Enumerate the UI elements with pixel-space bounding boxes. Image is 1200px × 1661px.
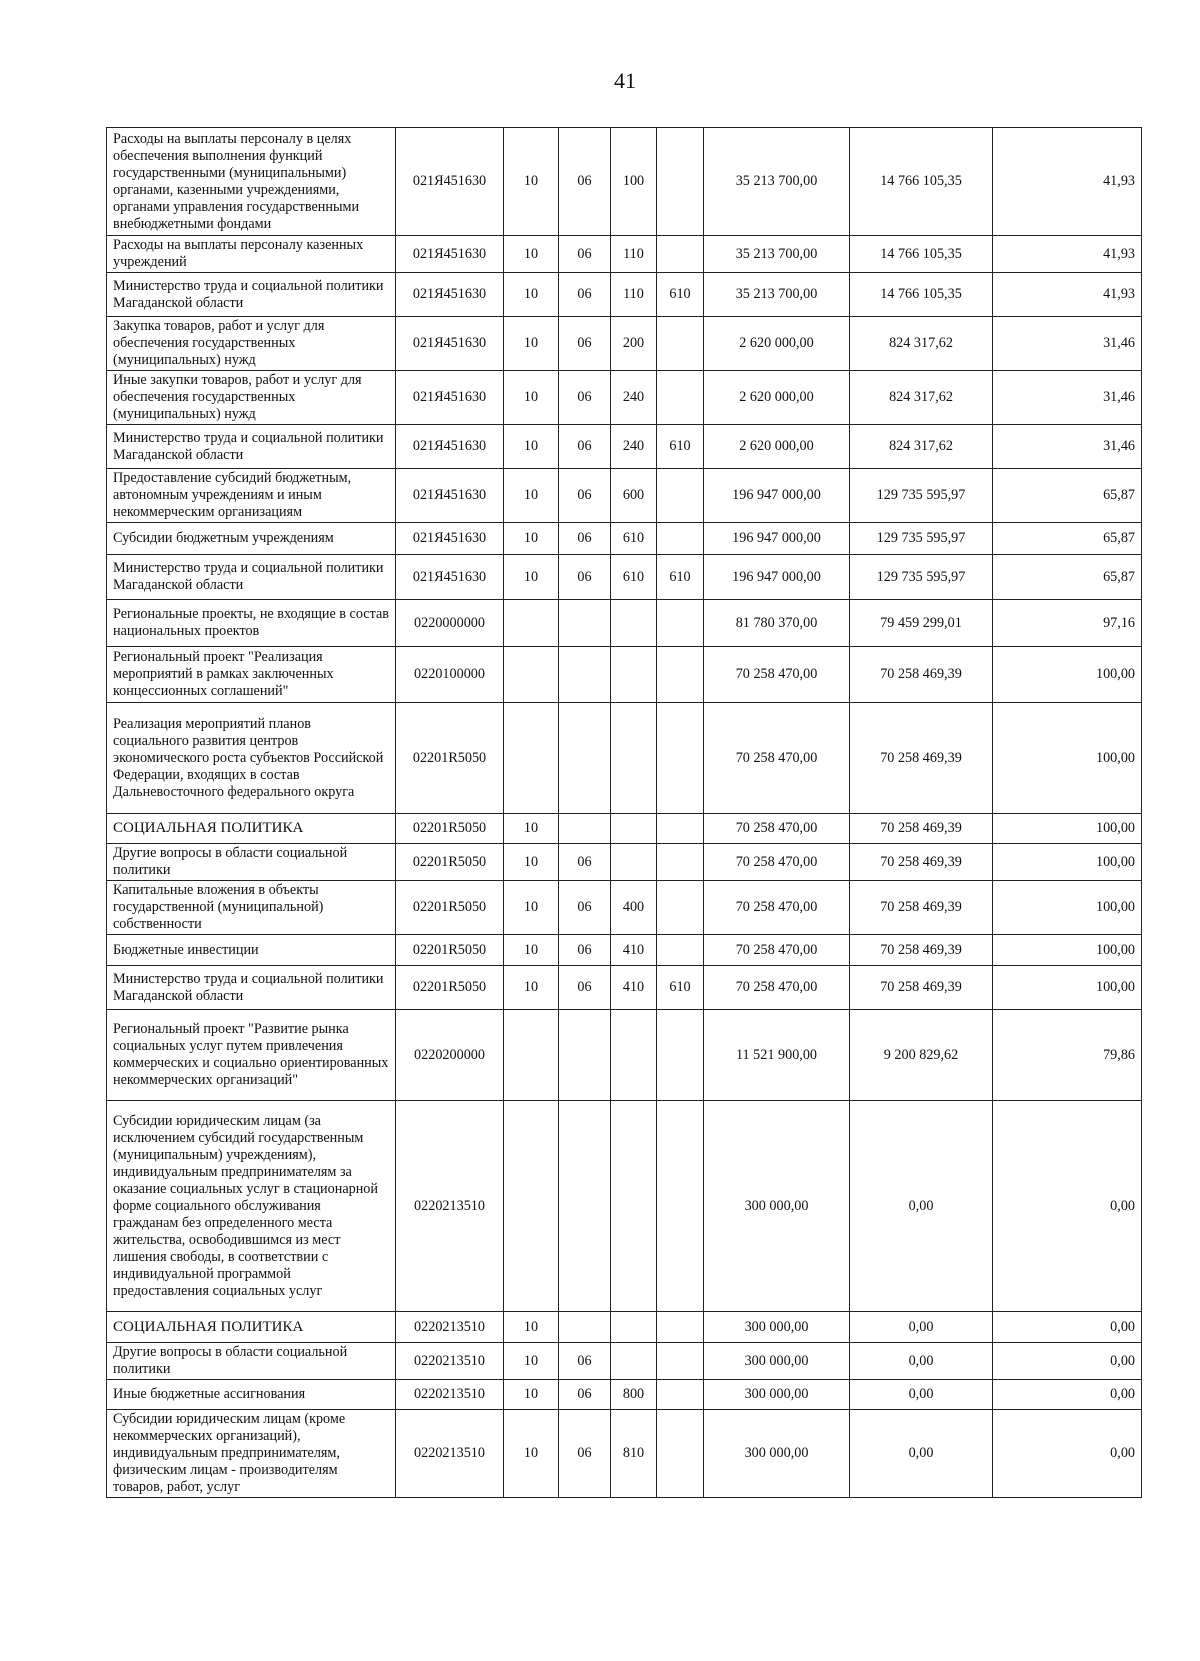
target-code: 02201R5050 [396, 935, 504, 966]
planned-amount: 70 258 470,00 [704, 966, 850, 1010]
expense-type-code [611, 814, 657, 844]
executed-amount: 824 317,62 [850, 317, 993, 371]
planned-amount: 300 000,00 [704, 1101, 850, 1312]
section-code: 10 [504, 966, 559, 1010]
table-row [107, 371, 1142, 425]
budget-table [106, 127, 1142, 1498]
expense-type-code: 410 [611, 935, 657, 966]
target-code: 021Я451630 [396, 128, 504, 236]
section-code: 10 [504, 881, 559, 935]
administrator-code [657, 1101, 704, 1312]
executed-amount: 70 258 469,39 [850, 935, 993, 966]
row-name: Региональный проект "Развитие рынка социальных услуг путем привлечения коммерческих и социально ориентированных некоммерческих организаций" [107, 1010, 396, 1101]
target-code: 021Я451630 [396, 425, 504, 469]
planned-amount: 196 947 000,00 [704, 469, 850, 523]
executed-amount: 70 258 469,39 [850, 814, 993, 844]
execution-percent: 0,00 [993, 1410, 1142, 1498]
planned-amount: 2 620 000,00 [704, 317, 850, 371]
executed-amount: 0,00 [850, 1101, 993, 1312]
administrator-code [657, 1410, 704, 1498]
expense-type-code: 410 [611, 966, 657, 1010]
table-row [107, 425, 1142, 469]
administrator-code: 610 [657, 425, 704, 469]
target-code: 02201R5050 [396, 703, 504, 814]
expense-type-code: 110 [611, 273, 657, 317]
table-row [107, 469, 1142, 523]
planned-amount: 300 000,00 [704, 1410, 850, 1498]
section-code: 10 [504, 371, 559, 425]
section-code: 10 [504, 555, 559, 600]
expense-type-code: 100 [611, 128, 657, 236]
execution-percent: 31,46 [993, 425, 1142, 469]
row-name: Другие вопросы в области социальной политики [107, 844, 396, 881]
execution-percent: 41,93 [993, 236, 1142, 273]
expense-type-code [611, 647, 657, 703]
expense-type-code [611, 1101, 657, 1312]
planned-amount: 300 000,00 [704, 1343, 850, 1380]
section-code: 10 [504, 814, 559, 844]
section-code: 10 [504, 1380, 559, 1410]
planned-amount: 81 780 370,00 [704, 600, 850, 647]
table-row [107, 1380, 1142, 1410]
expense-type-code: 800 [611, 1380, 657, 1410]
execution-percent: 65,87 [993, 469, 1142, 523]
table-row [107, 317, 1142, 371]
expense-type-code: 240 [611, 425, 657, 469]
executed-amount: 70 258 469,39 [850, 881, 993, 935]
section-code: 10 [504, 317, 559, 371]
row-name: Расходы на выплаты персоналу в целях обеспечения выполнения функций государственными (муниципальными) органами, казенными учреждениями, органами управления государственными внебюджетными фондами [107, 128, 396, 236]
subsection-code: 06 [559, 128, 611, 236]
row-name: Иные бюджетные ассигнования [107, 1380, 396, 1410]
executed-amount: 70 258 469,39 [850, 703, 993, 814]
administrator-code [657, 128, 704, 236]
row-name: Другие вопросы в области социальной политики [107, 1343, 396, 1380]
target-code: 021Я451630 [396, 371, 504, 425]
section-code: 10 [504, 523, 559, 555]
row-name: Министерство труда и социальной политики Магаданской области [107, 966, 396, 1010]
execution-percent: 41,93 [993, 273, 1142, 317]
execution-percent: 100,00 [993, 966, 1142, 1010]
executed-amount: 70 258 469,39 [850, 647, 993, 703]
section-code [504, 600, 559, 647]
subsection-code [559, 703, 611, 814]
planned-amount: 2 620 000,00 [704, 425, 850, 469]
administrator-code [657, 317, 704, 371]
executed-amount: 0,00 [850, 1410, 993, 1498]
expense-type-code [611, 1010, 657, 1101]
planned-amount: 11 521 900,00 [704, 1010, 850, 1101]
execution-percent: 31,46 [993, 317, 1142, 371]
subsection-code: 06 [559, 425, 611, 469]
administrator-code [657, 469, 704, 523]
row-name: Министерство труда и социальной политики Магаданской области [107, 273, 396, 317]
target-code: 02201R5050 [396, 881, 504, 935]
administrator-code [657, 935, 704, 966]
planned-amount: 35 213 700,00 [704, 273, 850, 317]
table-row [107, 647, 1142, 703]
subsection-code: 06 [559, 1410, 611, 1498]
section-code [504, 647, 559, 703]
execution-percent: 0,00 [993, 1343, 1142, 1380]
table-row [107, 523, 1142, 555]
row-name: Региональный проект "Реализация мероприятий в рамках заключенных концессионных соглашений" [107, 647, 396, 703]
section-code: 10 [504, 425, 559, 469]
row-name: Министерство труда и социальной политики Магаданской области [107, 425, 396, 469]
target-code: 0220213510 [396, 1101, 504, 1312]
execution-percent: 41,93 [993, 128, 1142, 236]
expense-type-code [611, 1343, 657, 1380]
administrator-code: 610 [657, 555, 704, 600]
execution-percent: 100,00 [993, 935, 1142, 966]
row-name: Министерство труда и социальной политики Магаданской области [107, 555, 396, 600]
subsection-code: 06 [559, 273, 611, 317]
execution-percent: 31,46 [993, 371, 1142, 425]
section-code: 10 [504, 844, 559, 881]
executed-amount: 9 200 829,62 [850, 1010, 993, 1101]
administrator-code [657, 1380, 704, 1410]
execution-percent: 97,16 [993, 600, 1142, 647]
planned-amount: 70 258 470,00 [704, 881, 850, 935]
table-row [107, 1343, 1142, 1380]
execution-percent: 0,00 [993, 1101, 1142, 1312]
administrator-code [657, 814, 704, 844]
row-name: СОЦИАЛЬНАЯ ПОЛИТИКА [107, 1312, 396, 1343]
administrator-code [657, 703, 704, 814]
administrator-code [657, 523, 704, 555]
row-name: Бюджетные инвестиции [107, 935, 396, 966]
target-code: 0220213510 [396, 1410, 504, 1498]
expense-type-code: 400 [611, 881, 657, 935]
administrator-code [657, 600, 704, 647]
target-code: 021Я451630 [396, 236, 504, 273]
subsection-code: 06 [559, 1343, 611, 1380]
table-row [107, 966, 1142, 1010]
target-code: 021Я451630 [396, 317, 504, 371]
target-code: 021Я451630 [396, 469, 504, 523]
execution-percent: 65,87 [993, 523, 1142, 555]
planned-amount: 70 258 470,00 [704, 703, 850, 814]
executed-amount: 70 258 469,39 [850, 844, 993, 881]
expense-type-code: 600 [611, 469, 657, 523]
administrator-code [657, 1343, 704, 1380]
table-row [107, 844, 1142, 881]
row-name: Субсидии бюджетным учреждениям [107, 523, 396, 555]
table-body [107, 128, 1142, 1498]
expense-type-code [611, 703, 657, 814]
administrator-code [657, 1312, 704, 1343]
section-code: 10 [504, 128, 559, 236]
execution-percent: 100,00 [993, 814, 1142, 844]
administrator-code: 610 [657, 966, 704, 1010]
table-row [107, 814, 1142, 844]
expense-type-code: 200 [611, 317, 657, 371]
subsection-code: 06 [559, 881, 611, 935]
subsection-code: 06 [559, 844, 611, 881]
page-number: 41 [614, 68, 636, 93]
table-row [107, 1010, 1142, 1101]
subsection-code [559, 1101, 611, 1312]
planned-amount: 300 000,00 [704, 1312, 850, 1343]
table-row [107, 881, 1142, 935]
table-row [107, 703, 1142, 814]
planned-amount: 70 258 470,00 [704, 647, 850, 703]
expense-type-code: 240 [611, 371, 657, 425]
target-code: 021Я451630 [396, 273, 504, 317]
row-name: Субсидии юридическим лицам (кроме некоммерческих организаций), индивидуальным предпринимателям, физическим лицам - производителям товаров, работ, услуг [107, 1410, 396, 1498]
planned-amount: 196 947 000,00 [704, 555, 850, 600]
subsection-code [559, 814, 611, 844]
subsection-code: 06 [559, 317, 611, 371]
expense-type-code: 110 [611, 236, 657, 273]
subsection-code: 06 [559, 1380, 611, 1410]
section-code: 10 [504, 1312, 559, 1343]
executed-amount: 129 735 595,97 [850, 469, 993, 523]
execution-percent: 100,00 [993, 844, 1142, 881]
administrator-code [657, 881, 704, 935]
expense-type-code [611, 844, 657, 881]
subsection-code: 06 [559, 469, 611, 523]
subsection-code [559, 1312, 611, 1343]
table-row [107, 1410, 1142, 1498]
execution-percent: 0,00 [993, 1312, 1142, 1343]
row-name: Реализация мероприятий планов социального развития центров экономического роста субъектов Российской Федерации, входящих в состав Дальневосточного федерального округа [107, 703, 396, 814]
table-row [107, 236, 1142, 273]
section-code: 10 [504, 469, 559, 523]
administrator-code [657, 371, 704, 425]
execution-percent: 0,00 [993, 1380, 1142, 1410]
section-code: 10 [504, 236, 559, 273]
execution-percent: 100,00 [993, 881, 1142, 935]
section-code: 10 [504, 1343, 559, 1380]
subsection-code: 06 [559, 236, 611, 273]
expense-type-code [611, 1312, 657, 1343]
administrator-code [657, 1010, 704, 1101]
row-name: Субсидии юридическим лицам (за исключением субсидий государственным (муниципальным) учреждениям), индивидуальным предпринимателям за оказание социальных услуг в стационарной форме социального обслуживания гражданам без определенного места жительства, освободившимся из мест лишения свободы, в соответствии с индивидуальной программой предоставления социальных услуг [107, 1101, 396, 1312]
expense-type-code: 810 [611, 1410, 657, 1498]
planned-amount: 70 258 470,00 [704, 935, 850, 966]
administrator-code [657, 647, 704, 703]
executed-amount: 129 735 595,97 [850, 555, 993, 600]
table-row [107, 128, 1142, 236]
executed-amount: 79 459 299,01 [850, 600, 993, 647]
target-code: 02201R5050 [396, 814, 504, 844]
section-code [504, 703, 559, 814]
target-code: 0220213510 [396, 1312, 504, 1343]
planned-amount: 70 258 470,00 [704, 844, 850, 881]
execution-percent: 100,00 [993, 647, 1142, 703]
subsection-code [559, 1010, 611, 1101]
row-name: Расходы на выплаты персоналу казенных учреждений [107, 236, 396, 273]
subsection-code [559, 600, 611, 647]
subsection-code: 06 [559, 555, 611, 600]
table-row [107, 600, 1142, 647]
expense-type-code [611, 600, 657, 647]
table-row [107, 273, 1142, 317]
executed-amount: 14 766 105,35 [850, 236, 993, 273]
executed-amount: 0,00 [850, 1312, 993, 1343]
executed-amount: 14 766 105,35 [850, 273, 993, 317]
executed-amount: 0,00 [850, 1343, 993, 1380]
row-name: Закупка товаров, работ и услуг для обеспечения государственных (муниципальных) нужд [107, 317, 396, 371]
planned-amount: 35 213 700,00 [704, 236, 850, 273]
target-code: 0220213510 [396, 1380, 504, 1410]
administrator-code [657, 844, 704, 881]
administrator-code [657, 236, 704, 273]
row-name: Капитальные вложения в объекты государственной (муниципальной) собственности [107, 881, 396, 935]
target-code: 021Я451630 [396, 523, 504, 555]
execution-percent: 65,87 [993, 555, 1142, 600]
planned-amount: 196 947 000,00 [704, 523, 850, 555]
table-row [107, 1101, 1142, 1312]
target-code: 021Я451630 [396, 555, 504, 600]
executed-amount: 824 317,62 [850, 371, 993, 425]
executed-amount: 824 317,62 [850, 425, 993, 469]
table-row [107, 555, 1142, 600]
target-code: 0220100000 [396, 647, 504, 703]
executed-amount: 70 258 469,39 [850, 966, 993, 1010]
section-code [504, 1101, 559, 1312]
expense-type-code: 610 [611, 555, 657, 600]
planned-amount: 70 258 470,00 [704, 814, 850, 844]
row-name: Иные закупки товаров, работ и услуг для обеспечения государственных (муниципальных) нужд [107, 371, 396, 425]
target-code: 02201R5050 [396, 844, 504, 881]
section-code: 10 [504, 935, 559, 966]
target-code: 02201R5050 [396, 966, 504, 1010]
executed-amount: 129 735 595,97 [850, 523, 993, 555]
row-name: Предоставление субсидий бюджетным, автономным учреждениям и иным некоммерческим организациям [107, 469, 396, 523]
execution-percent: 79,86 [993, 1010, 1142, 1101]
table-row [107, 1312, 1142, 1343]
row-name: СОЦИАЛЬНАЯ ПОЛИТИКА [107, 814, 396, 844]
section-code [504, 1010, 559, 1101]
target-code: 0220000000 [396, 600, 504, 647]
planned-amount: 300 000,00 [704, 1380, 850, 1410]
subsection-code: 06 [559, 935, 611, 966]
execution-percent: 100,00 [993, 703, 1142, 814]
section-code: 10 [504, 1410, 559, 1498]
subsection-code: 06 [559, 371, 611, 425]
planned-amount: 2 620 000,00 [704, 371, 850, 425]
executed-amount: 14 766 105,35 [850, 128, 993, 236]
section-code: 10 [504, 273, 559, 317]
subsection-code: 06 [559, 523, 611, 555]
table-row [107, 935, 1142, 966]
administrator-code: 610 [657, 273, 704, 317]
subsection-code: 06 [559, 966, 611, 1010]
row-name: Региональные проекты, не входящие в состав национальных проектов [107, 600, 396, 647]
subsection-code [559, 647, 611, 703]
executed-amount: 0,00 [850, 1380, 993, 1410]
planned-amount: 35 213 700,00 [704, 128, 850, 236]
target-code: 0220213510 [396, 1343, 504, 1380]
expense-type-code: 610 [611, 523, 657, 555]
target-code: 0220200000 [396, 1010, 504, 1101]
